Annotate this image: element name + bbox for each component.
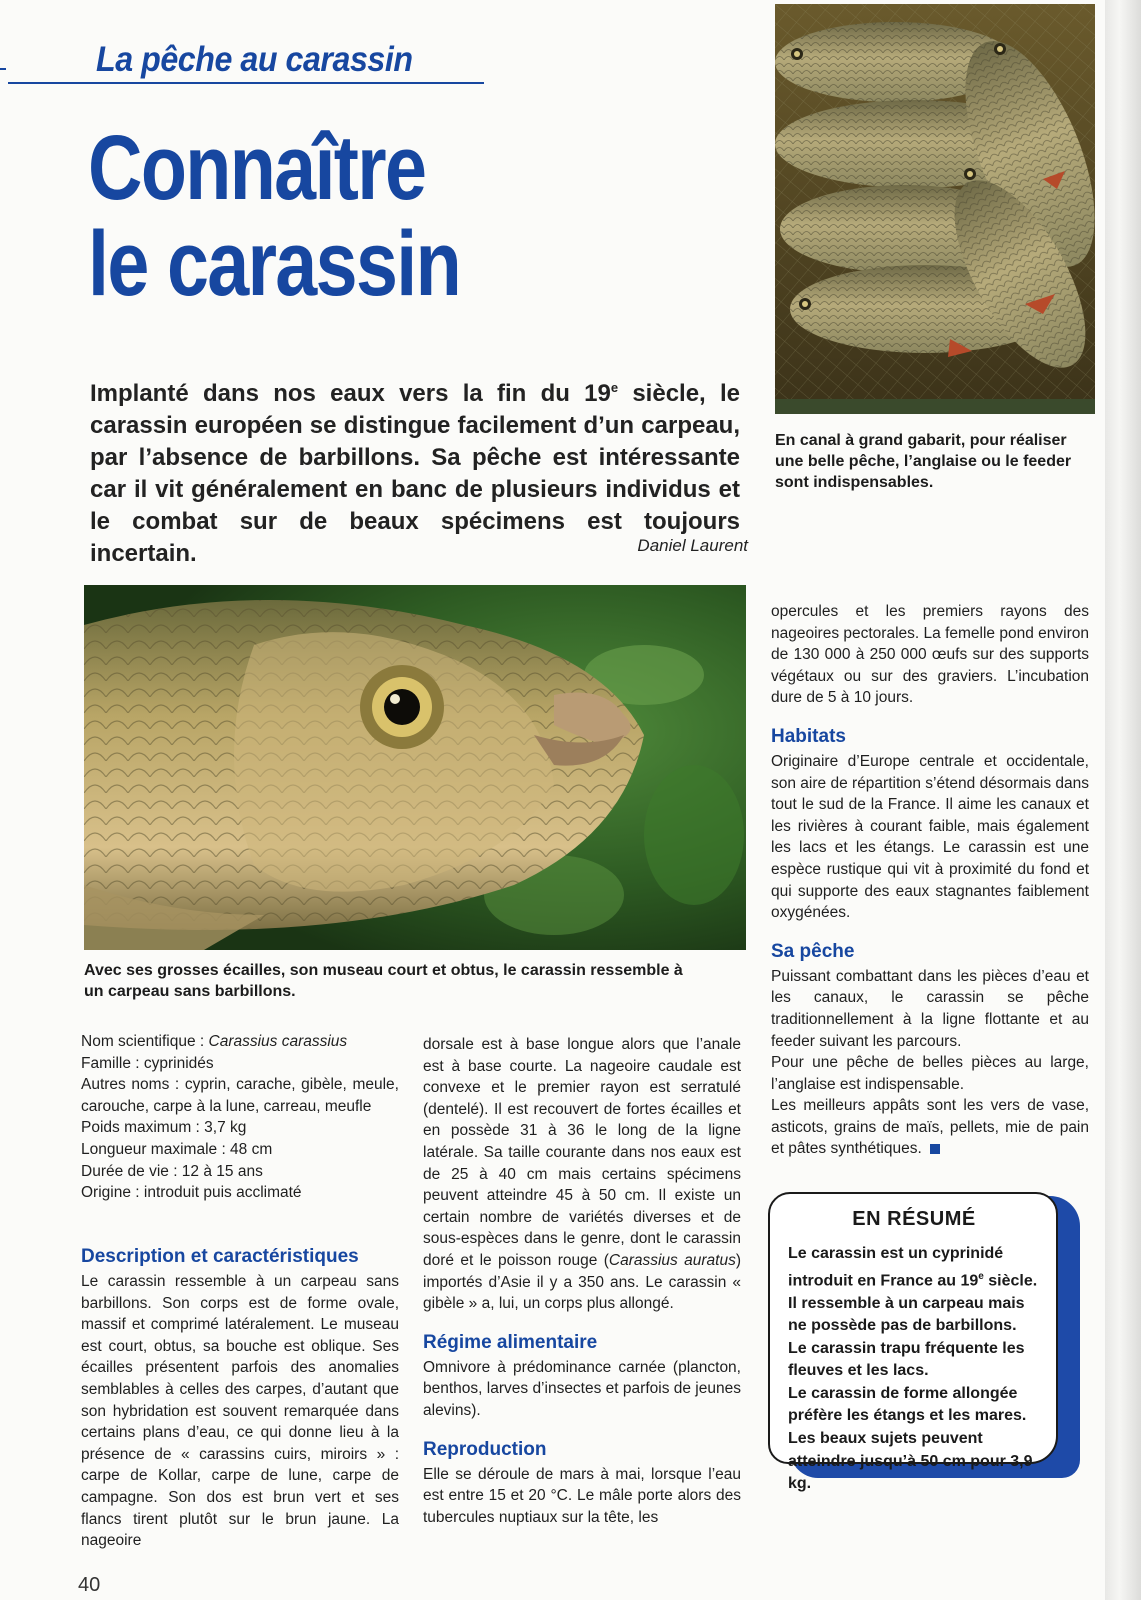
fact-max-weight: Poids maximum : 3,7 kg [81, 1119, 247, 1137]
fish-closeup-illustration [84, 585, 746, 950]
fishing-text-3-content: Les meilleurs appâts sont les vers de vase, asticots, grains de maïs, pellets, mie de pain et pâtes synthétiques. [771, 1097, 1089, 1158]
reproduction-heading: Reproduction [423, 1438, 547, 1460]
end-of-article-mark [930, 1144, 940, 1154]
summary-superscript: e [978, 1270, 984, 1282]
fact-family: Famille : cyprinidés [81, 1054, 214, 1072]
lead-superscript: e [610, 380, 619, 395]
description-section [81, 1245, 399, 1552]
author-byline: Daniel Laurent [637, 536, 748, 555]
summary-point-1-a: Le carassin est un cyprinidé introduit en France au 19 [788, 1245, 1004, 1289]
fishing-text-1: Puissant combattant dans les pièces d’eau et les canaux, le carassin se pêche traditionnellement à la ligne flottante et au feeder suivant les parcours. [771, 967, 1089, 1050]
reproduction-continued: opercules et les premiers rayons des nageoires pectorales. La femelle pond environ de 130 000 à 250 000 œufs sur des supports végétaux ou sur des graviers. L’incubation dure de 5 à 10 jours. [771, 603, 1089, 707]
fish-catch-illustration [775, 4, 1095, 414]
column-right [771, 601, 1089, 1160]
top-photo-caption: En canal à grand gabarit, pour réaliser une belle pêche, l’anglaise ou le feeder sont indispensables. [775, 432, 1072, 491]
column-middle [423, 1034, 741, 1528]
fact-scientific-value: Carassius carassius [208, 1033, 348, 1050]
summary-point-1 [788, 1243, 1040, 1338]
summary-point-1-b: siècle. Il ressemble à un carpeau mais ne possède pas de barbillons. [788, 1271, 1038, 1335]
article-title [88, 117, 461, 315]
fact-other-names: Autres noms : cyprin, carache, gibèle, meule, carouche, carpe à la lune, carreau, meufle [81, 1076, 399, 1115]
description-continued [423, 1034, 741, 1315]
description-cont-italic: Carassius auratus [608, 1251, 736, 1269]
title-line-2: le carassin [88, 213, 461, 315]
section-rubric: La pêche au carassin [96, 40, 413, 79]
description-cont-b: ) importés d’Asie il y a 350 ans. Le carassin « gibèle » a, lui, un corps plus allongé. [423, 1251, 741, 1313]
reproduction-text: Elle se déroule de mars à mai, lorsque l’eau est entre 15 et 20 °C. Le mâle porte alors des tubercules nuptiaux sur la tête, les [423, 1465, 741, 1526]
title-line-1: Connaître [88, 117, 426, 219]
photo-fish-closeup [84, 585, 746, 950]
page-binding-shadow [1105, 0, 1141, 1600]
lead-text-a: Implanté dans nos eaux vers la fin du 19 [90, 380, 611, 407]
rubric-tick [0, 68, 6, 70]
description-cont-a: dorsale est à base longue alors que l’anale est à base courte. La nageoire caudale est convexe et le premier rayon est serratulé (dentelé). Il est recouvert de fortes écailles et en possède 31 à 36 le long de la ligne latérale. Sa taille courante dans nos eaux est de 25 à 40 cm mais certains spécimens peuvent atteindre 45 à 50 cm. Il existe un certain nombre de variétés diverses et de sous-espèces dans le genre, dont le carassin doré et le poisson rouge ( [423, 1036, 741, 1269]
diet-heading: Régime alimentaire [423, 1331, 598, 1353]
fact-max-length: Longueur maximale : 48 cm [81, 1140, 273, 1158]
fact-lifespan: Durée de vie : 12 à 15 ans [81, 1162, 263, 1180]
summary-point-2: Le carassin trapu fréquente les fleuves et les lacs. [788, 1339, 1025, 1380]
photo-fish-catch [775, 4, 1095, 414]
fishing-text-2: Pour une pêche de belles pièces au large, l’anglaise est indispensable. [771, 1054, 1089, 1093]
description-heading: Description et caractéristiques [81, 1246, 359, 1267]
description-text: Le carassin ressemble à un carpeau sans barbillons. Son corps est de forme ovale, massif et comprimé latéralement. Le museau est court, obtus, sa bouche est oblique. Ses écailles présentent parfois des anomalies semblables à celles des carpes, d’autant que son hybridation est souvent remarquée dans certains plans d’eau, ce qui donne lieu à la présence de « carassins cuirs, miroirs » : carpe de Kollar, carpe de lune, carpe de campagne. Son dos est brun vert et ses flancs tirent plutôt sur le brun jaune. La nageoire [81, 1273, 399, 1550]
summary-heading: EN RÉSUMÉ [852, 1208, 976, 1230]
species-facts [81, 1031, 399, 1204]
fishing-text-3 [771, 1095, 1089, 1160]
summary-point-4: Les beaux sujets peuvent atteindre jusqu’à 50 cm pour 3,9 kg. [788, 1430, 1033, 1493]
habitats-heading: Habitats [771, 725, 846, 747]
habitats-text: Originaire d’Europe centrale et occidentale, son aire de répartition s’étend désormais dans tout le sud de la France. Il aime les canaux et les rivières à courant faible, mais également les lacs et les étangs. Le carassin est une espèce rustique qui vit à proximité du fond et qui supporte des eaux stagnantes faiblement oxygénées. [771, 752, 1089, 922]
lead-text-b: siècle, le carassin européen se distingue facilement d’un carpeau, par l’absence de barbillons. Sa pêche est intéressante car il vit généralement en banc de plusieurs individus et le combat sur de beaux spécimens est toujours incertain. [90, 380, 740, 567]
page-number: 40 [78, 1574, 101, 1596]
fact-scientific-label: Nom scientifique : [81, 1033, 209, 1050]
fact-scientific-name [81, 1031, 399, 1053]
rubric-underline [8, 82, 484, 84]
main-photo-caption: Avec ses grosses écailles, son museau court et obtus, le carassin ressemble à un carpeau sans barbillons. [84, 962, 683, 1000]
summary-box [768, 1192, 1058, 1493]
summary-point-3: Le carassin de forme allongée préfère les étangs et les mares. [788, 1384, 1027, 1425]
diet-text: Omnivore à prédominance carnée (plancton, benthos, larves d’insectes et parfois de jeunes alevins). [423, 1358, 741, 1419]
fact-origin: Origine : introduit puis acclimaté [81, 1184, 302, 1202]
fishing-heading: Sa pêche [771, 940, 855, 962]
